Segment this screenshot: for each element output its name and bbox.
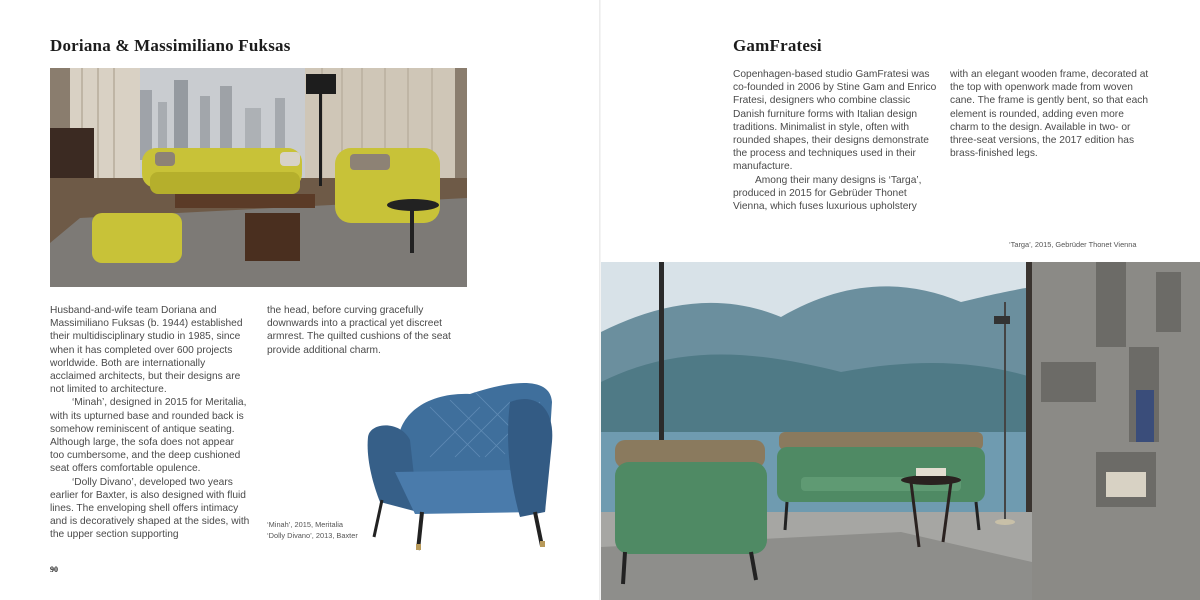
targa-lakeview-photo bbox=[601, 262, 1200, 600]
right-text-column-2 bbox=[950, 68, 1150, 160]
caption-targa: ‘Targa’, 2015, Gebrüder Thonet Vienna bbox=[1009, 240, 1137, 249]
paragraph: Copenhagen-based studio GamFratesi was co-founded in 2006 by Stine Gam and Enrico Fratesi, designers who combine classic Danish furniture forms with Italian design traditions. Minimalist in style, often with rounded shapes, their designs demonstrate the process and techniques used in their manufacture. bbox=[733, 69, 937, 173]
left-text-column-1 bbox=[50, 304, 250, 542]
paragraph: the head, before curving gracefully downwards into a practical yet discreet armrest. The quilted cushions of the seat provide additional charm. bbox=[267, 305, 451, 356]
left-page-heading: Doriana & Massimiliano Fuksas bbox=[50, 36, 291, 55]
paragraph: with an elegant wooden frame, decorated at the top with openwork made from woven cane. The frame is gently bent, so that each element is rounded, adding even more charm to the design. Available in two- or three-seat versions, the 2017 edition has brass-finished legs. bbox=[950, 69, 1149, 160]
paragraph: ‘Dolly Divano’, developed two years earlier for Baxter, is also designed with fluid lines. The enveloping shell offers intimacy and is decoratively shaped at the sides, with the upper section supporting bbox=[50, 476, 250, 541]
paragraph: ‘Minah’, designed in 2015 for Meritalia, with its upturned base and rounded back is somehow reminiscent of antique seating. Although large, the sofa does not appear too cumbersome, and the deep cushioned seat offers comfortable opulence. bbox=[50, 397, 247, 475]
right-text-column-1 bbox=[733, 68, 938, 213]
caption-dolly-divano: ‘Dolly Divano’, 2013, Baxter bbox=[267, 530, 358, 540]
page-number: 90 bbox=[50, 565, 58, 574]
left-captions bbox=[267, 520, 358, 541]
paragraph: Husband-and-wife team Doriana and Massimiliano Fuksas (b. 1944) established their multidisciplinary studio in 1985, since when it has completed over 600 projects worldwide. Both are internationally acclaimed architects, but their designs are not limited to architecture. bbox=[50, 305, 243, 396]
caption-minah: ‘Minah’, 2015, Meritalia bbox=[267, 520, 343, 529]
right-page-heading: GamFratesi bbox=[733, 36, 822, 55]
paragraph: Among their many designs is ‘Targa’, produced in 2015 for Gebrüder Thonet Vienna, which fuses luxurious upholstery bbox=[733, 174, 922, 213]
dolly-divano-photo bbox=[360, 362, 556, 552]
minah-living-room-photo bbox=[50, 68, 467, 287]
left-text-column-2 bbox=[267, 304, 463, 357]
